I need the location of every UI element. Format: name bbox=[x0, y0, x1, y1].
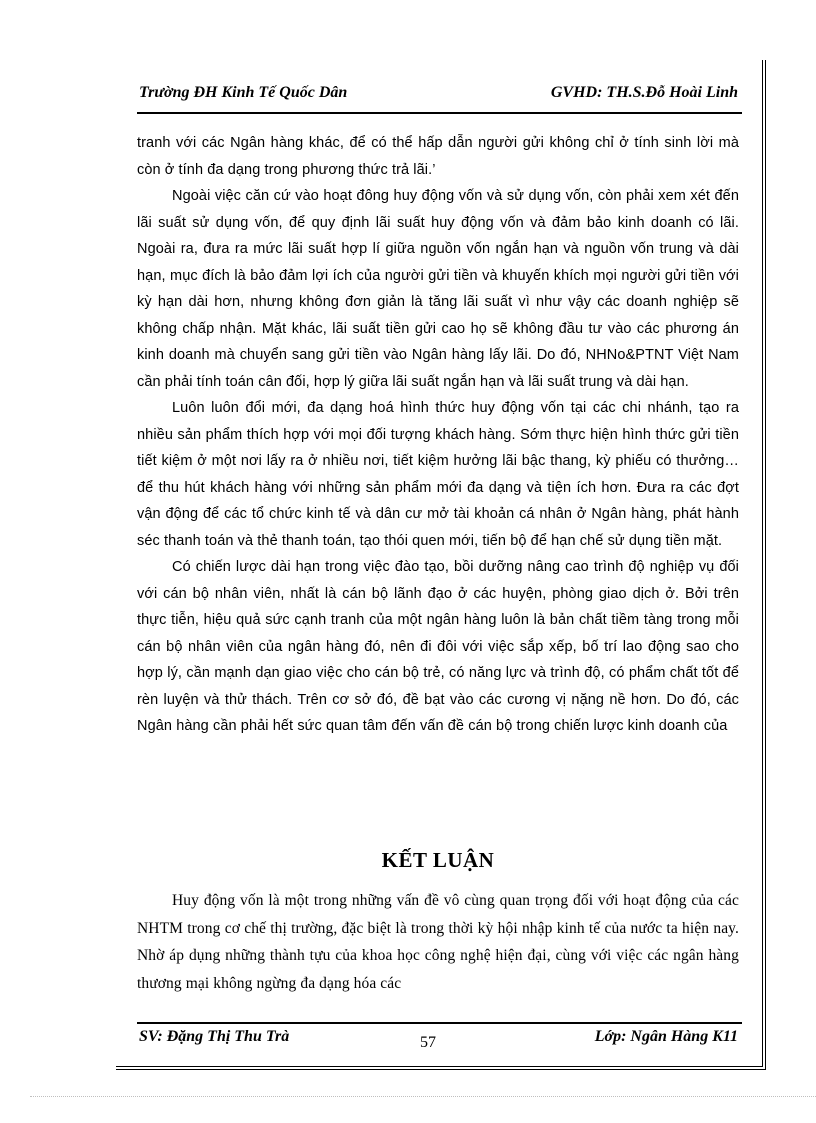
header-advisor: GVHD: TH.S.Đỗ Hoài Linh bbox=[550, 84, 738, 101]
page-number: 57 bbox=[420, 1034, 436, 1051]
footer-class: Lớp: Ngân Hàng K11 bbox=[594, 1028, 738, 1045]
page-header bbox=[137, 82, 742, 114]
paragraph: tranh với các Ngân hàng khác, để có thể hấp dẫn người gửi không chỉ ở tính sinh lời mà còn ở tính đa dạng trong phương thức trả lãi.’ bbox=[137, 135, 739, 178]
header-school: Trường ĐH Kinh Tế Quốc Dân bbox=[139, 84, 348, 101]
paragraph: Luôn luôn đổi mới, đa dạng hoá hình thức huy động vốn tại các chi nhánh, tạo ra nhiều sản phẩm thích hợp với mọi đối tượng khách hàng. Sớm thực hiện hình thức gửi tiền tiết kiệm ở một nơi lấy ra ở nhiều nơi, tiết kiệm hưởng lãi bậc thang, kỳ phiếu có thưởng… để thu hút khách hàng với những sản phẩm mới đa dạng và tiện ích hơn. Đưa ra các đợt vận động để các tổ chức kinh tế và dân cư mở tài khoản cá nhân ở Ngân hàng, phát hành séc thanh toán và thẻ thanh toán, tạo thói quen mới, tiến bộ để hạn chế sử dụng tiền mặt. bbox=[137, 400, 739, 549]
page-break-line bbox=[30, 1096, 816, 1097]
footer-divider bbox=[137, 1022, 742, 1024]
paragraph: Ngoài việc căn cứ vào hoạt đông huy động vốn và sử dụng vốn, còn phải xem xét đến lãi suất sử dụng vốn, để quy định lãi suất huy động vốn và đảm bảo kinh doanh có lãi. Ngoài ra, đưa ra mức lãi suất hợp lí giữa nguồn vốn ngắn hạn và nguồn vốn trung và dài hạn, mục đích là bảo đảm lợi ích của người gửi tiền và khuyến khích mọi người gửi tiền với kỳ hạn dài hơn, nhưng không đơn giản là tăng lãi suất vì như vậy các doanh nghiệp sẽ không chấp nhận. Mặt khác, lãi suất tiền gửi cao họ sẽ không đầu tư vào các phương án kinh doanh mà chuyển sang gửi tiền vào Ngân hàng lấy lãi. Do đó, NHNo&PTNT Việt Nam cần phải tính toán cân đối, hợp lý giữa lãi suất ngắn hạn và lãi suất trung và dài hạn. bbox=[137, 188, 739, 390]
conclusion-text bbox=[137, 887, 739, 997]
section-heading: KẾT LUẬN bbox=[381, 848, 495, 872]
paragraph: Huy động vốn là một trong những vấn đề vô cùng quan trọng đối với hoạt động của các NHTM trong cơ chế thị trường, đặc biệt là trong thời kỳ hội nhập kinh tế của nước ta hiện nay. Nhờ áp dụng những thành tựu của khoa học công nghệ hiện đại, cùng với việc các ngân hàng thương mại không ngừng đa dạng hóa các bbox=[137, 892, 739, 992]
footer-student: SV: Đặng Thị Thu Trà bbox=[139, 1028, 290, 1045]
paragraph: Có chiến lược dài hạn trong việc đào tạo, bồi dưỡng nâng cao trình độ nghiệp vụ đối với cán bộ nhân viên, nhất là cán bộ lãnh đạo ở các huyện, phòng giao dịch ở. Bởi trên thực tiễn, hiệu quả sức cạnh tranh của một ngân hàng luôn là bản chất tiềm tàng trong mỗi cán bộ nhân viên của ngân hàng đó, nên đi đôi với việc sắp xếp, bố trí lao động sao cho hợp lý, cần mạnh dạn giao việc cho cán bộ trẻ, có năng lực và trình độ, có phẩm chất tốt để rèn luyện và thử thách. Trên cơ sở đó, đề bạt vào các cương vị nặng nề hơn. Do đó, các Ngân hàng cần phải hết sức quan tâm đến vấn đề cán bộ trong chiến lược kinh doanh của bbox=[137, 559, 739, 734]
body-text bbox=[137, 130, 739, 740]
